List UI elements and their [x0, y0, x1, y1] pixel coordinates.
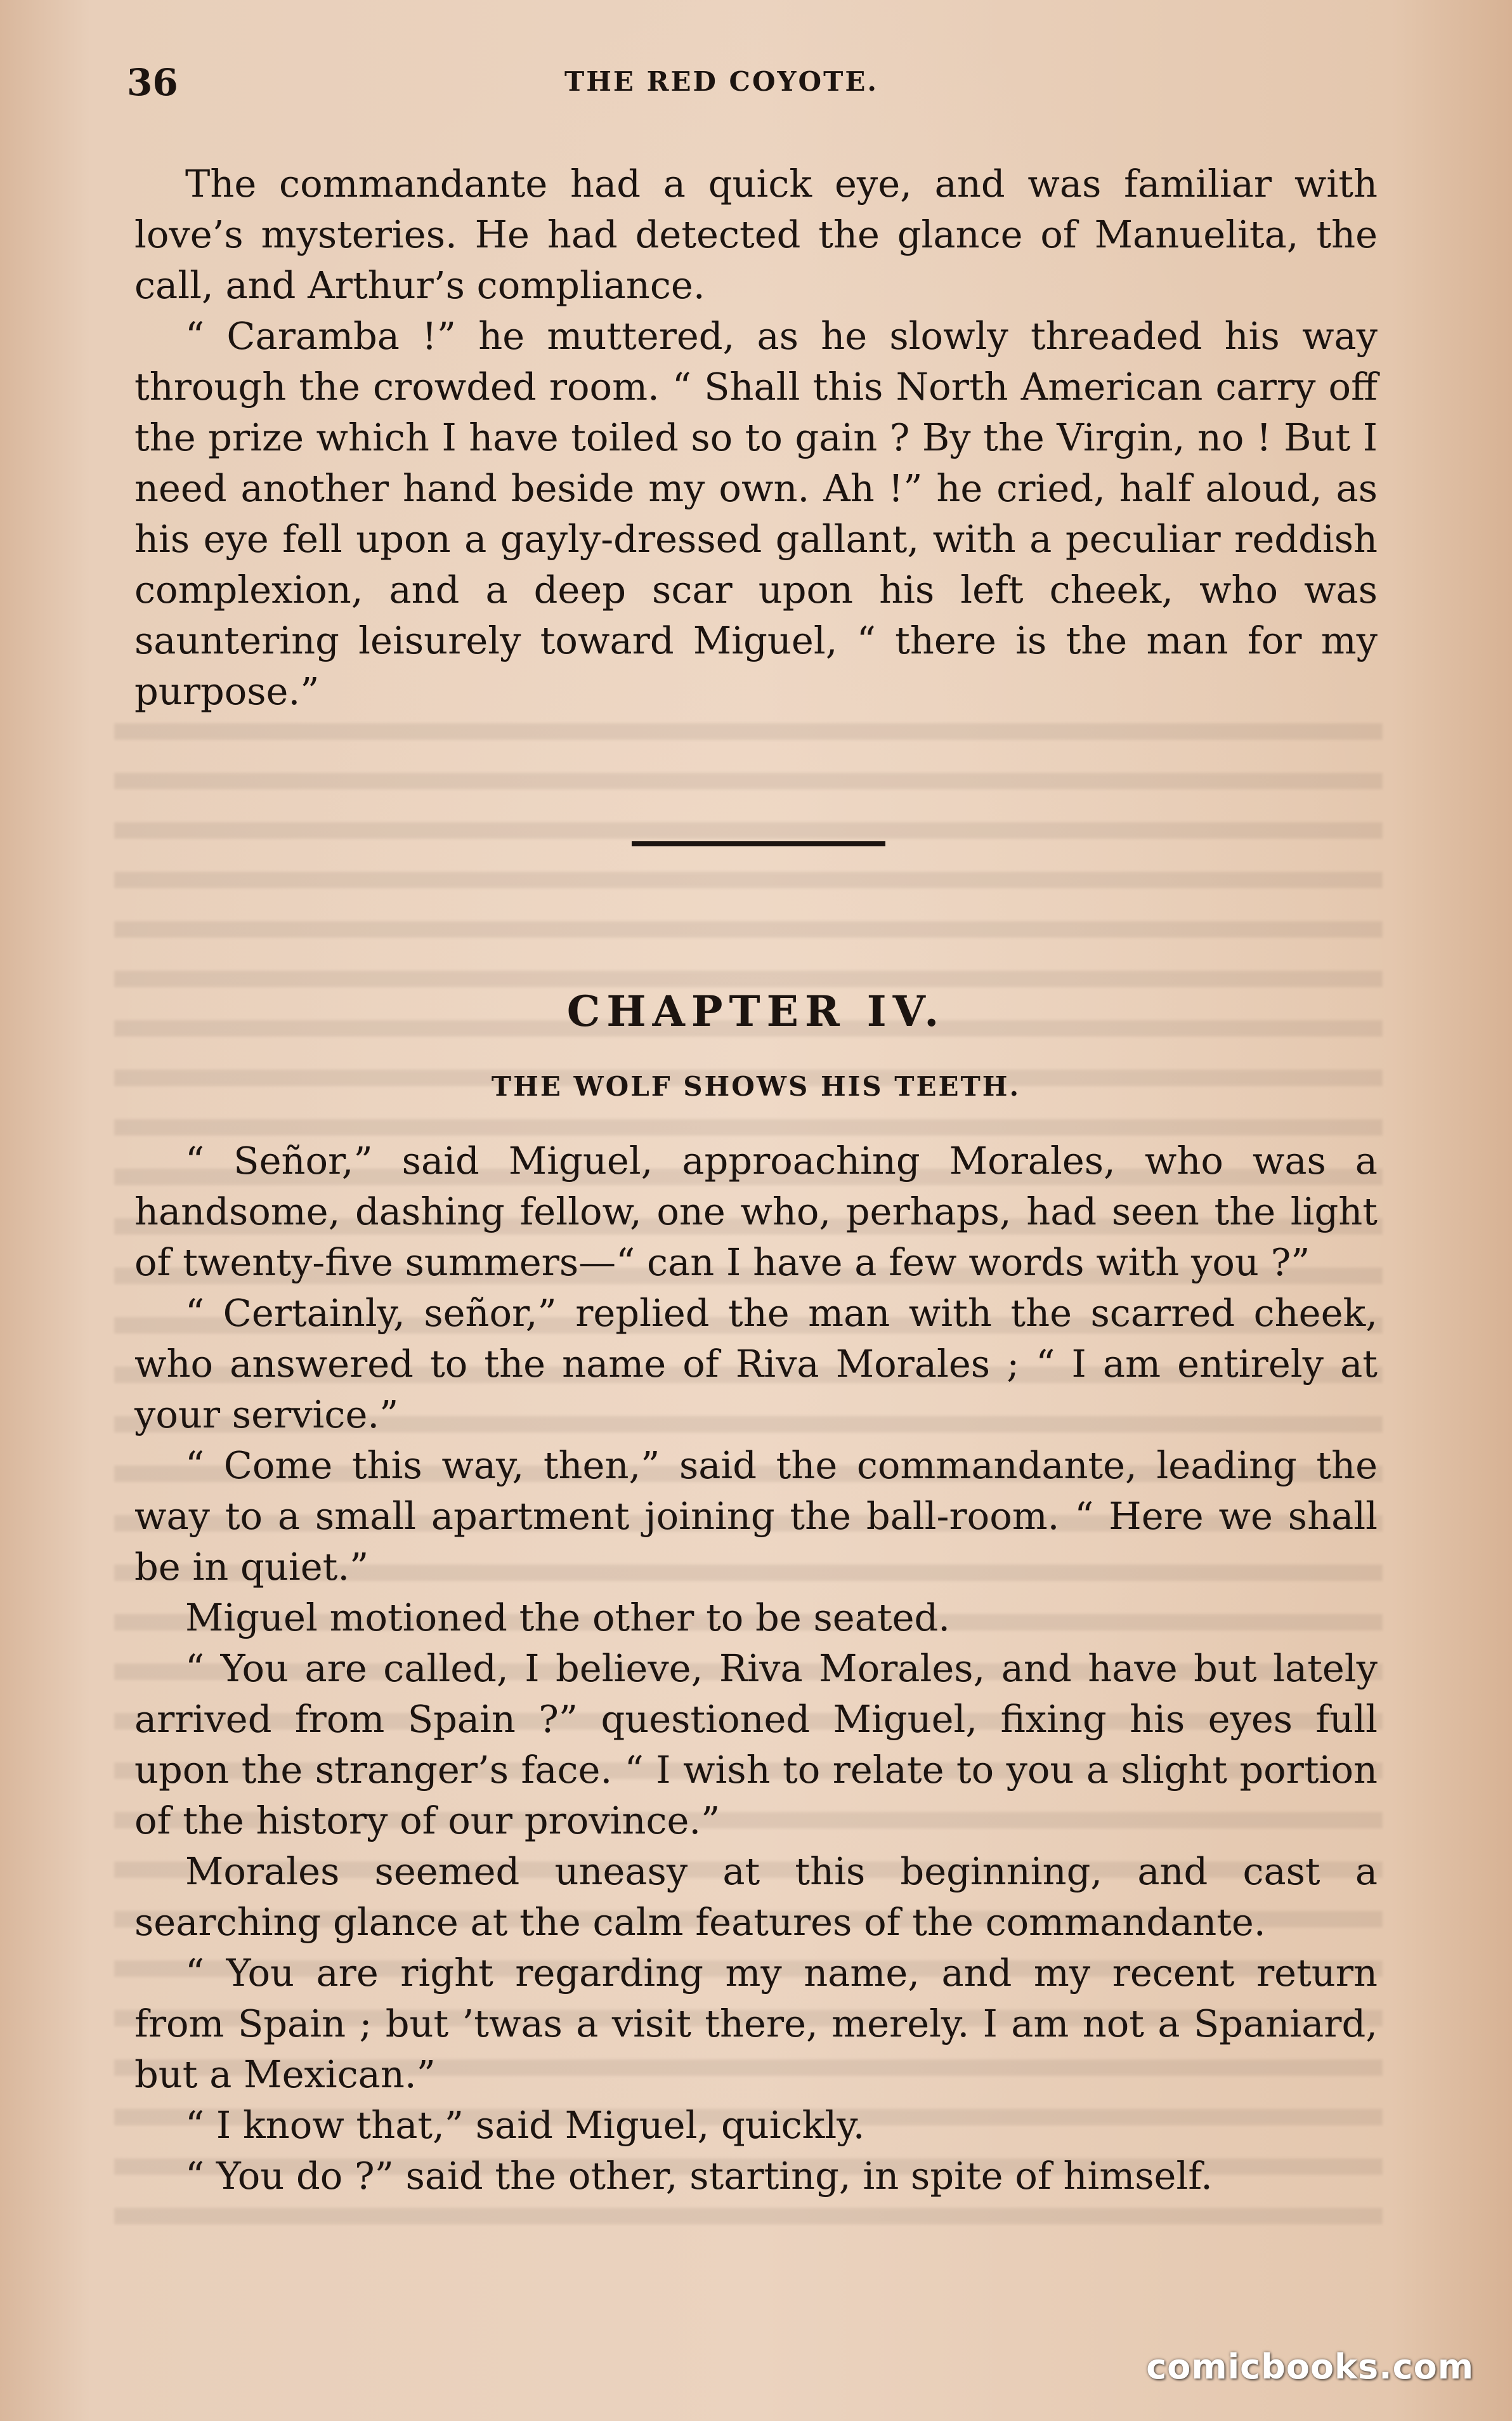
section-divider-rule	[632, 841, 885, 846]
paragraph: Miguel motioned the other to be seated.	[185, 1596, 951, 1639]
paragraph: “ Caramba !” he muttered, as he slowly threaded his way through the crowded room. “ Shall this North American carry off the prize which I have toiled so to gain ? By the Virgin, no ! But I need another hand beside my own. Ah !” he cried, half aloud, as his eye fell upon a gayly-dressed gallant, with a peculiar reddish complexion, and a deep scar upon his left cheek, who was sauntering leisurely toward Miguel, “ there is the man for my purpose.”	[134, 314, 1378, 713]
paragraph: “ You are called, I believe, Riva Morales, and have but lately arrived from Spain ?” questioned Miguel, fixing his eyes full upon the stranger’s face. “ I wish to relate to you a slight portion of the history of our province.”	[134, 1646, 1378, 1842]
paragraph: Morales seemed uneasy at this beginning, and cast a searching glance at the calm features of the commandante.	[134, 1849, 1378, 1944]
section-one-text	[134, 159, 1378, 717]
paragraph: “ I know that,” said Miguel, quickly.	[185, 2103, 865, 2147]
running-head: THE RED COYOTE.	[564, 66, 879, 97]
paragraph: “ You do ?” said the other, starting, in spite of himself.	[185, 2154, 1213, 2198]
chapter-subtitle: THE WOLF SHOWS HIS TEETH.	[491, 1071, 1021, 1102]
paragraph: “ You are right regarding my name, and my recent return from Spain ; but ’twas a visit there, merely. I am not a Spaniard, but a Mexican.”	[134, 1951, 1378, 2096]
paragraph: “ Certainly, señor,” replied the man with the scarred cheek, who answered to the name of Riva Morales ; “ I am entirely at your service.”	[134, 1291, 1378, 1436]
chapter-title: CHAPTER IV.	[566, 987, 946, 1036]
paragraph: “ Señor,” said Miguel, approaching Morales, who was a handsome, dashing fellow, one who, perhaps, had seen the light of twenty-five summers—“ can I have a few words with you ?”	[134, 1139, 1378, 1284]
section-two-text	[134, 1136, 1378, 2201]
watermark-text: comicbooks.com	[1146, 2347, 1474, 2387]
page-number: 36	[127, 61, 178, 104]
page-header	[127, 61, 1370, 118]
paragraph: The commandante had a quick eye, and was familiar with love’s mysteries. He had detected the glance of Manuelita, the call, and Arthur’s compliance.	[134, 162, 1378, 307]
paragraph: “ Come this way, then,” said the commandante, leading the way to a small apartment joining the ball-room. “ Here we shall be in quiet.”	[134, 1443, 1378, 1589]
